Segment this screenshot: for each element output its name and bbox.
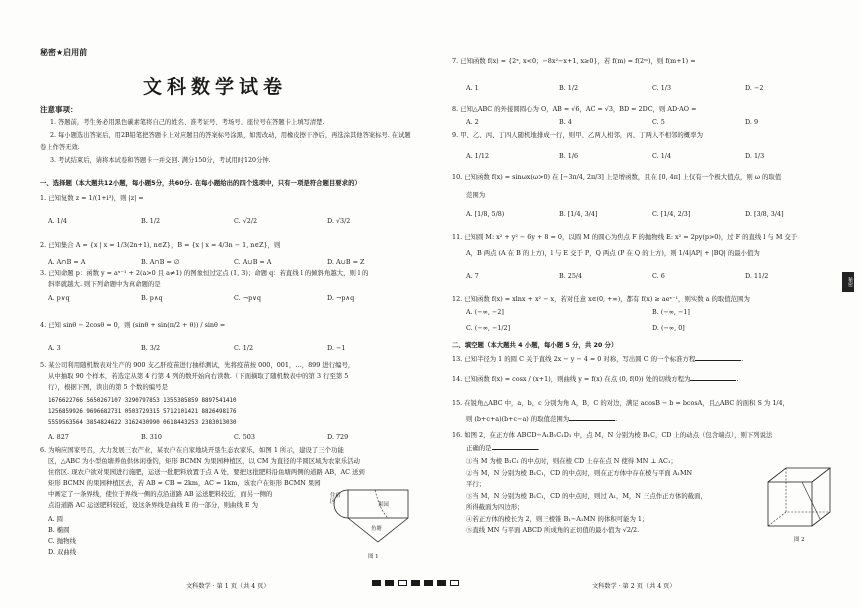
question-12-options-row2	[466, 324, 838, 332]
option-b[interactable]: B. (−∞, −1]	[652, 308, 690, 316]
question-3-stem: 3. 已知命题 p：函数 y = aˣ⁻¹ + 2(a>0 且 a≠1) 的图象恒过定点 (1, 3)；命题 q：若直线 l 的倾斜角越大，则 l 的	[40, 269, 369, 277]
option-a[interactable]: A. p∨q	[48, 294, 70, 302]
option-a[interactable]: A. 1/12	[466, 152, 490, 160]
question-6-line: 点沿道路 AC 运送肥料较近，设这条界线是曲线 E 的一部分，则曲线 E 为	[48, 501, 258, 509]
question-1-options	[48, 217, 420, 225]
option-c[interactable]: C. [1/4, 2/3]	[652, 210, 691, 218]
question-15-stem: 15. 在锐角△ABC 中，a，b，c 分别为角 A，B，C 的对边，满足 acosB − b = bcosA，且△ABC 的面积 S 为 1/4，	[452, 399, 789, 407]
option-d[interactable]: D. [3/8, 3/4]	[745, 210, 784, 218]
answer-blank[interactable]	[569, 420, 615, 421]
notes-list	[40, 117, 412, 167]
option-a[interactable]: A. A∩B = A	[48, 258, 86, 266]
option-c[interactable]: C. 6	[652, 272, 665, 280]
marker-square	[372, 580, 381, 586]
option-a[interactable]: A. 圆	[48, 515, 64, 523]
option-c[interactable]: C. √2/2	[234, 217, 258, 225]
note-item: 2. 每小题选出答案后，用2B铅笔把答题卡上对应题目的答案标号涂黑，如需改动，用橡皮擦干净后，再选涂其他答案标号. 在试题卷上作答无效.	[40, 131, 411, 151]
fig1-caption: 图 1	[368, 554, 379, 560]
question-10-stem-cont: 范围为	[466, 191, 486, 199]
question-14-stem: 14. 已知函数 f(x) = cosx / (x+1)，则曲线 y = f(x) 在点 (0, f(0)) 处的切线方程为 .	[452, 375, 739, 383]
question-7-options	[466, 84, 838, 92]
question-9-stem: 9. 甲、乙、丙、丁四人随机地排成一行，则甲、乙两人相邻，丙、丁两人不相邻的概率为	[452, 131, 703, 139]
marker-square	[424, 580, 433, 586]
question-6-options	[48, 514, 168, 558]
question-10-options	[466, 210, 838, 218]
question-7-stem: 7. 已知函数 f(x) = {2ˣ, x<0；−8x²−x+1, x≥0}，若 f(m) = f(2ᵐ)，则 f(m+1) =	[452, 57, 696, 65]
answer-blank[interactable]	[492, 449, 538, 450]
random-table-row: 1256859926 9696682731 0503729315 5712101421 8826498176	[48, 409, 237, 415]
question-16-statements	[466, 456, 756, 537]
fig1-zone-orchard: 果园	[378, 502, 389, 508]
option-b[interactable]: B. 1/2	[559, 84, 579, 92]
section-choice-heading: 一、选择题（本大题共12小题，每小题5分，共60分. 在每小题给出的四个选项中，只有一项是符合题目要求的）	[40, 179, 361, 187]
option-c[interactable]: C. 1/3	[652, 84, 672, 92]
statement-item: ③当 M，N 分别为棱 B₁C₁，CD 的中点时，则过 A₁，M，N 三点作正方体的截面，	[466, 491, 707, 500]
question-12-stem: 12. 已知函数 f(x) = xlnx + x² − x，若对任意 x∈(0, +∞)，都有 f(x) ≥ aeˣ⁻¹，则实数 a 的取值范围为	[452, 295, 750, 303]
option-b[interactable]: B. 4	[559, 118, 572, 126]
option-c[interactable]: C. 1/4	[652, 152, 672, 160]
note-item: 1. 答题前，考生务必用黑色碳素笔将自己的姓名、准考证号、考场号、座位号在答题卡上填写清楚.	[50, 119, 325, 126]
option-d[interactable]: D. 729	[327, 433, 349, 441]
option-b[interactable]: B. 3/2	[141, 344, 161, 352]
option-d[interactable]: D. 双曲线	[48, 548, 77, 556]
question-11-options	[466, 272, 838, 280]
option-b[interactable]: B. A∩B = ∅	[141, 258, 180, 266]
statement-item: 所得截面为四边形；	[466, 503, 524, 511]
option-d[interactable]: D. 11/2	[745, 272, 769, 280]
question-13-stem: 13. 已知半径为 1 的圆 C 关于直线 2x − y − 4 = 0 对称，写出圆 C 的一个标准方程 .	[452, 355, 744, 363]
statement-item: ①当 M 为棱 B₁C₁ 的中点时，则在棱 CD 上存在点 N 使得 MN ⊥ AC₁；	[466, 457, 677, 465]
question-5-line: 5. 某公司利用随机数表对生产的 900 支乙肝疫苗进行抽样测试，先将疫苗按 000，001，…，899 进行编号，	[40, 361, 355, 369]
question-5-options	[48, 433, 420, 441]
fig1-zone-pond: 鱼塘	[371, 526, 382, 532]
option-b[interactable]: B. p∧q	[141, 294, 163, 302]
question-5-stem	[40, 360, 426, 393]
marker-square	[450, 580, 459, 586]
option-b[interactable]: B. 1/2	[141, 217, 161, 225]
question-2-stem: 2. 已知集合 A = {x | x = 1/3(2n+1), n∈Z}，B = {x | x = 4/3n − 1, n∈Z}，则	[40, 241, 281, 249]
question-12-options-row1	[466, 308, 838, 316]
question-15-text: 则 (b+c+a)(b+c−a) 的取值范围为	[466, 415, 570, 423]
question-11-stem-cont: A，B 两点 (A 在 B 的上方)，l 与 E 交于 P，Q 两点 (P 在 Q 的上方)，则 1/4|AP| + |BQ| 的最小值为	[466, 249, 760, 257]
confidential-label: 秘密★启用前	[40, 48, 88, 57]
option-b[interactable]: B. [1/4, 3/4]	[559, 210, 598, 218]
option-c[interactable]: C. 抛物线	[48, 537, 76, 545]
option-d[interactable]: D. ¬p∧q	[327, 294, 355, 302]
option-c[interactable]: C. 5	[652, 118, 665, 126]
question-16-stem: 16. 如图 2，在正方体 ABCD−A₁B₁C₁D₁ 中，点 M，N 分别为棱 B₁C，CD 上的动点（包含端点），则下列说法	[452, 431, 773, 439]
question-6-line: 矩形 BCMN 的果园种植区去，若 AB = CB = 2km，AC = 1km，该农户在矩形 BCMN 果园	[48, 479, 321, 487]
question-14-text: 14. 已知函数 f(x) = cosx / (x+1)，则曲线 y = f(x) 在点 (0, f(0)) 处的切线方程为	[452, 375, 691, 383]
question-9-options	[466, 152, 838, 160]
answer-blank[interactable]	[695, 360, 741, 361]
marker-square	[411, 580, 420, 586]
figure-1	[330, 480, 420, 560]
option-d[interactable]: D. √3/2	[327, 217, 351, 225]
page-markers	[372, 580, 459, 586]
option-b[interactable]: B. 25/4	[559, 272, 583, 280]
fig2-caption: 图 2	[794, 537, 805, 543]
question-3-stem-cont: 斜率就越大. 则下列命题中为真命题的是	[48, 280, 161, 288]
option-a[interactable]: A. 2	[466, 118, 479, 126]
option-d[interactable]: D. −1	[327, 344, 346, 352]
option-a[interactable]: A. [1/8, 5/8)	[466, 210, 505, 218]
option-c[interactable]: C. ¬p∨q	[234, 294, 261, 302]
random-table-row: 1676622766 5650267107 3290797853 1355385859 8897541410	[48, 398, 237, 404]
question-15-stem-cont: 则 (b+c+a)(b+c−a) 的取值范围为 .	[466, 415, 618, 423]
option-d[interactable]: D. A∪B = Z	[327, 258, 365, 266]
option-c[interactable]: C. A∪B = A	[234, 258, 272, 266]
option-c[interactable]: C. (−∞, −1/2]	[466, 324, 511, 332]
question-16-text: 正确的是	[466, 444, 492, 452]
question-8-options	[466, 118, 838, 126]
option-d[interactable]: D. (−∞, 0]	[652, 324, 685, 332]
option-a[interactable]: A. 1	[466, 84, 479, 92]
option-a[interactable]: A. 827	[48, 433, 69, 441]
answer-blank[interactable]	[690, 380, 736, 381]
figure-2-cube	[760, 460, 840, 535]
question-6-line: 中画定了一条界线，使位于界线一侧的点沿道路 AB 运送肥料较近，而另一侧的	[48, 490, 273, 498]
option-a[interactable]: A. (−∞, −2]	[466, 308, 504, 316]
statement-item: ④若正方体的棱长为 2，则三棱锥 B₁−A₁MN 的体积可能为 1；	[466, 514, 649, 523]
statement-item: ⑤直线 MN 与平面 ABCD 所成角的正切值的最小值为 √2/2.	[466, 526, 640, 534]
option-d[interactable]: D. −2	[745, 84, 764, 92]
option-a[interactable]: A. 3	[48, 344, 61, 352]
question-16-stem-cont: 正确的是 .	[466, 444, 540, 452]
random-table-row: 5559563564 3854824622 3162430990 0618443253 2383013030	[48, 420, 237, 426]
marker-square	[437, 580, 446, 586]
statement-item: 平行；	[466, 480, 486, 488]
question-8-stem: 8. 已知△ABC 的外接圆圆心为 O，AB = √6，AC = √3，BD = 2DC，则 AD·AO =	[452, 105, 697, 113]
question-6-line: 6. 为响应国家号召，大力发展三农产业，某农户在自家地块开垦生态农家乐，如图 1 所示，建设了三个功能	[40, 446, 344, 454]
side-tab: 秘密	[842, 272, 854, 292]
option-b[interactable]: B. 310	[141, 433, 162, 441]
option-b[interactable]: B. 椭圆	[48, 526, 70, 534]
question-13-text: 13. 已知半径为 1 的圆 C 关于直线 2x − y − 4 = 0 对称，写出圆 C 的一个标准方程	[452, 355, 696, 363]
section-fill-heading: 二、填空题（本大题共 4 小题，每小题 5 分，共 20 分）	[452, 341, 618, 349]
question-2-options	[48, 258, 420, 266]
question-5-line: 从中抽取 90 个样本，若选定从第 4 行第 4 列的数开始向右读数.（下面摘取了随机数表中的第 3 行至第 5	[48, 372, 349, 380]
question-6-line: 区，△ABC 为小型鱼塘养鱼供休闲垂钓，矩形 BCMN 为果园种植区，以 CM 为直径的半圆区域为农家乐活动	[48, 457, 360, 465]
statement-item: ②当 M，N 分别为棱 B₁C₁，CD 的中点时，则在正方体中存在棱与平面 A₁MN	[466, 468, 693, 477]
option-a[interactable]: A. 7	[466, 272, 479, 280]
question-5-line: 行），根据下图，读出的第 5 个数的编号是	[48, 383, 168, 391]
notes-heading: 注意事项：	[40, 105, 78, 114]
marker-square	[398, 580, 407, 586]
fig1-zone-lodging: 住宿区	[330, 493, 341, 505]
option-d[interactable]: D. 9	[745, 118, 759, 126]
option-d[interactable]: D. 1/3	[745, 152, 765, 160]
question-11-stem: 11. 已知圆 M: x² + y² − 6y + 8 = 0，以圆 M 的圆心为焦点 F 的抛物线 E: x² = 2py(p>0)，过 F 的直线 l 与 M 交于	[452, 233, 798, 241]
question-10-stem: 10. 已知函数 f(x) = sinωx(ω>0) 在 [−3π/4, 2π/3] 上是增函数，且在 [0, 4π] 上仅有一个极大值点，则 ω 的取值	[452, 173, 782, 181]
question-4-stem: 4. 已知 sinθ − 2cosθ = 0，则 (sinθ + sin(π/2 + θ)) / sinθ =	[40, 321, 226, 329]
option-b[interactable]: B. 1/6	[559, 152, 579, 160]
question-1-stem: 1. 已知复数 z = 1/(1+i³)，则 |z| =	[40, 194, 144, 202]
footer-right: 文科数学 · 第 2 页（共 4 页）	[592, 583, 676, 590]
note-item: 3. 考试结束后，请将本试卷和答题卡一并交回. 满分150分，考试用时120分钟.	[50, 156, 271, 164]
random-number-table	[48, 396, 420, 429]
question-3-options	[48, 294, 420, 302]
option-c[interactable]: C. 503	[234, 433, 255, 441]
footer-left: 文科数学 · 第 1 页（共 4 页）	[186, 583, 270, 590]
question-6-line: 住宿区. 现农户欲对果园进行施肥，运送一批肥料放置于点 A 处，要把这批肥料沿鱼塘两侧的道路 AB，AC 送到	[48, 468, 365, 476]
marker-square	[385, 580, 394, 586]
option-c[interactable]: C. 1/2	[234, 344, 254, 352]
page-title: 文科数学试卷	[142, 76, 287, 98]
option-a[interactable]: A. 1/4	[48, 217, 67, 225]
question-4-options	[48, 344, 420, 352]
